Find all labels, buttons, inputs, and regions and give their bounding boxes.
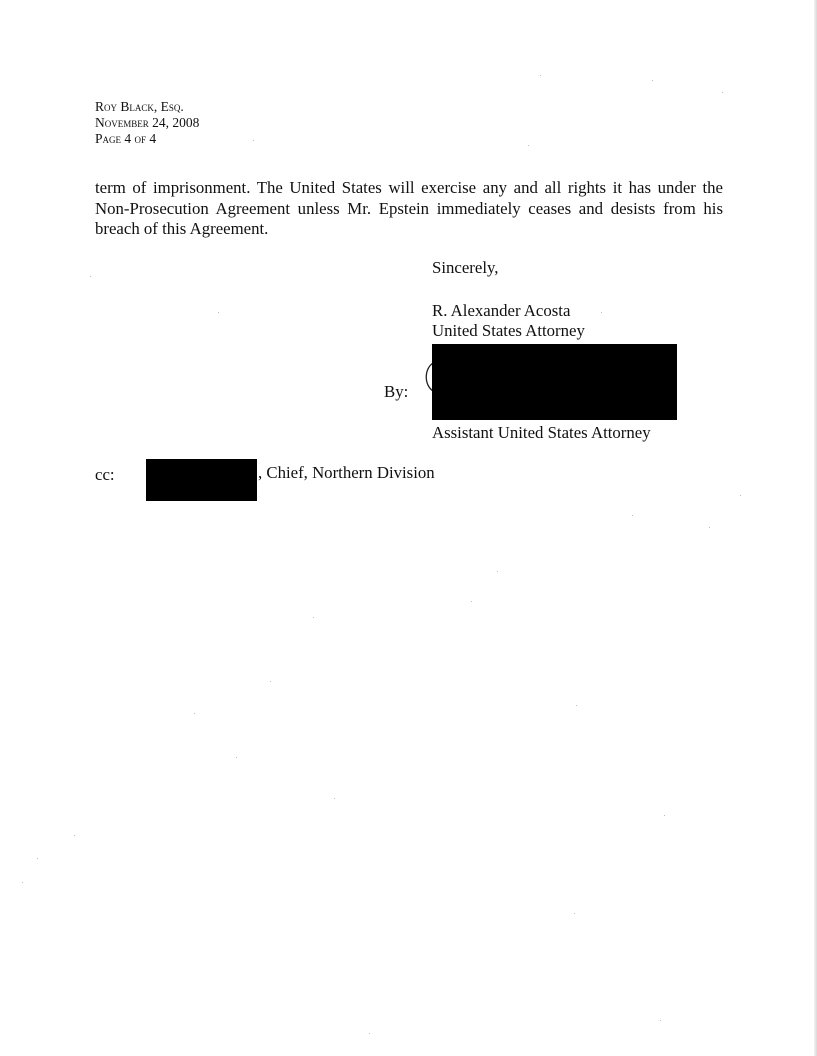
scan-speck bbox=[194, 713, 195, 714]
scan-speck bbox=[574, 913, 575, 914]
scan-speck bbox=[22, 882, 23, 883]
letter-body-paragraph bbox=[95, 178, 723, 240]
scan-speck bbox=[218, 312, 219, 313]
body-line: Non-Prosecution Agreement unless Mr. Epstein immediately ceases and desists from his bbox=[95, 198, 723, 218]
scan-speck bbox=[90, 276, 91, 277]
scan-speck bbox=[660, 1020, 661, 1021]
letter-header bbox=[95, 99, 199, 147]
cc-label: cc: bbox=[95, 465, 115, 484]
scan-speck bbox=[497, 571, 498, 572]
scan-speck bbox=[528, 145, 529, 146]
scan-speck bbox=[601, 312, 602, 313]
redacted-cc-name bbox=[146, 459, 257, 501]
signatory-title: United States Attorney bbox=[432, 321, 585, 340]
scan-speck bbox=[471, 601, 472, 602]
header-addressee: Roy Black, Esq. bbox=[95, 99, 184, 114]
scan-speck bbox=[709, 527, 710, 528]
scan-speck bbox=[740, 495, 741, 496]
scan-speck bbox=[37, 858, 38, 859]
scan-speck bbox=[632, 515, 633, 516]
signatory-name: R. Alexander Acosta bbox=[432, 301, 571, 320]
header-page-number: Page 4 of 4 bbox=[95, 131, 157, 146]
body-line: breach of this Agreement. bbox=[95, 219, 269, 238]
scan-speck bbox=[576, 705, 577, 706]
header-date: November 24, 2008 bbox=[95, 115, 200, 130]
scan-speck bbox=[313, 617, 314, 618]
scan-speck bbox=[253, 140, 254, 141]
scan-speck bbox=[236, 757, 237, 758]
scan-speck bbox=[334, 798, 335, 799]
by-label: By: bbox=[384, 382, 409, 401]
redacted-signature-block bbox=[432, 344, 677, 420]
scan-speck bbox=[664, 815, 665, 816]
closing-salutation: Sincerely, bbox=[432, 258, 499, 277]
scan-speck bbox=[540, 75, 541, 76]
scan-speck bbox=[652, 80, 653, 81]
scan-speck bbox=[369, 1033, 370, 1034]
body-line: term of imprisonment. The United States will exercise any and all rights it has under the bbox=[95, 178, 723, 197]
cc-recipient-title: , Chief, Northern Division bbox=[258, 463, 435, 482]
scan-speck bbox=[74, 835, 75, 836]
signer-title: Assistant United States Attorney bbox=[432, 423, 651, 442]
scan-speck bbox=[722, 92, 723, 93]
scan-speck bbox=[270, 681, 271, 682]
